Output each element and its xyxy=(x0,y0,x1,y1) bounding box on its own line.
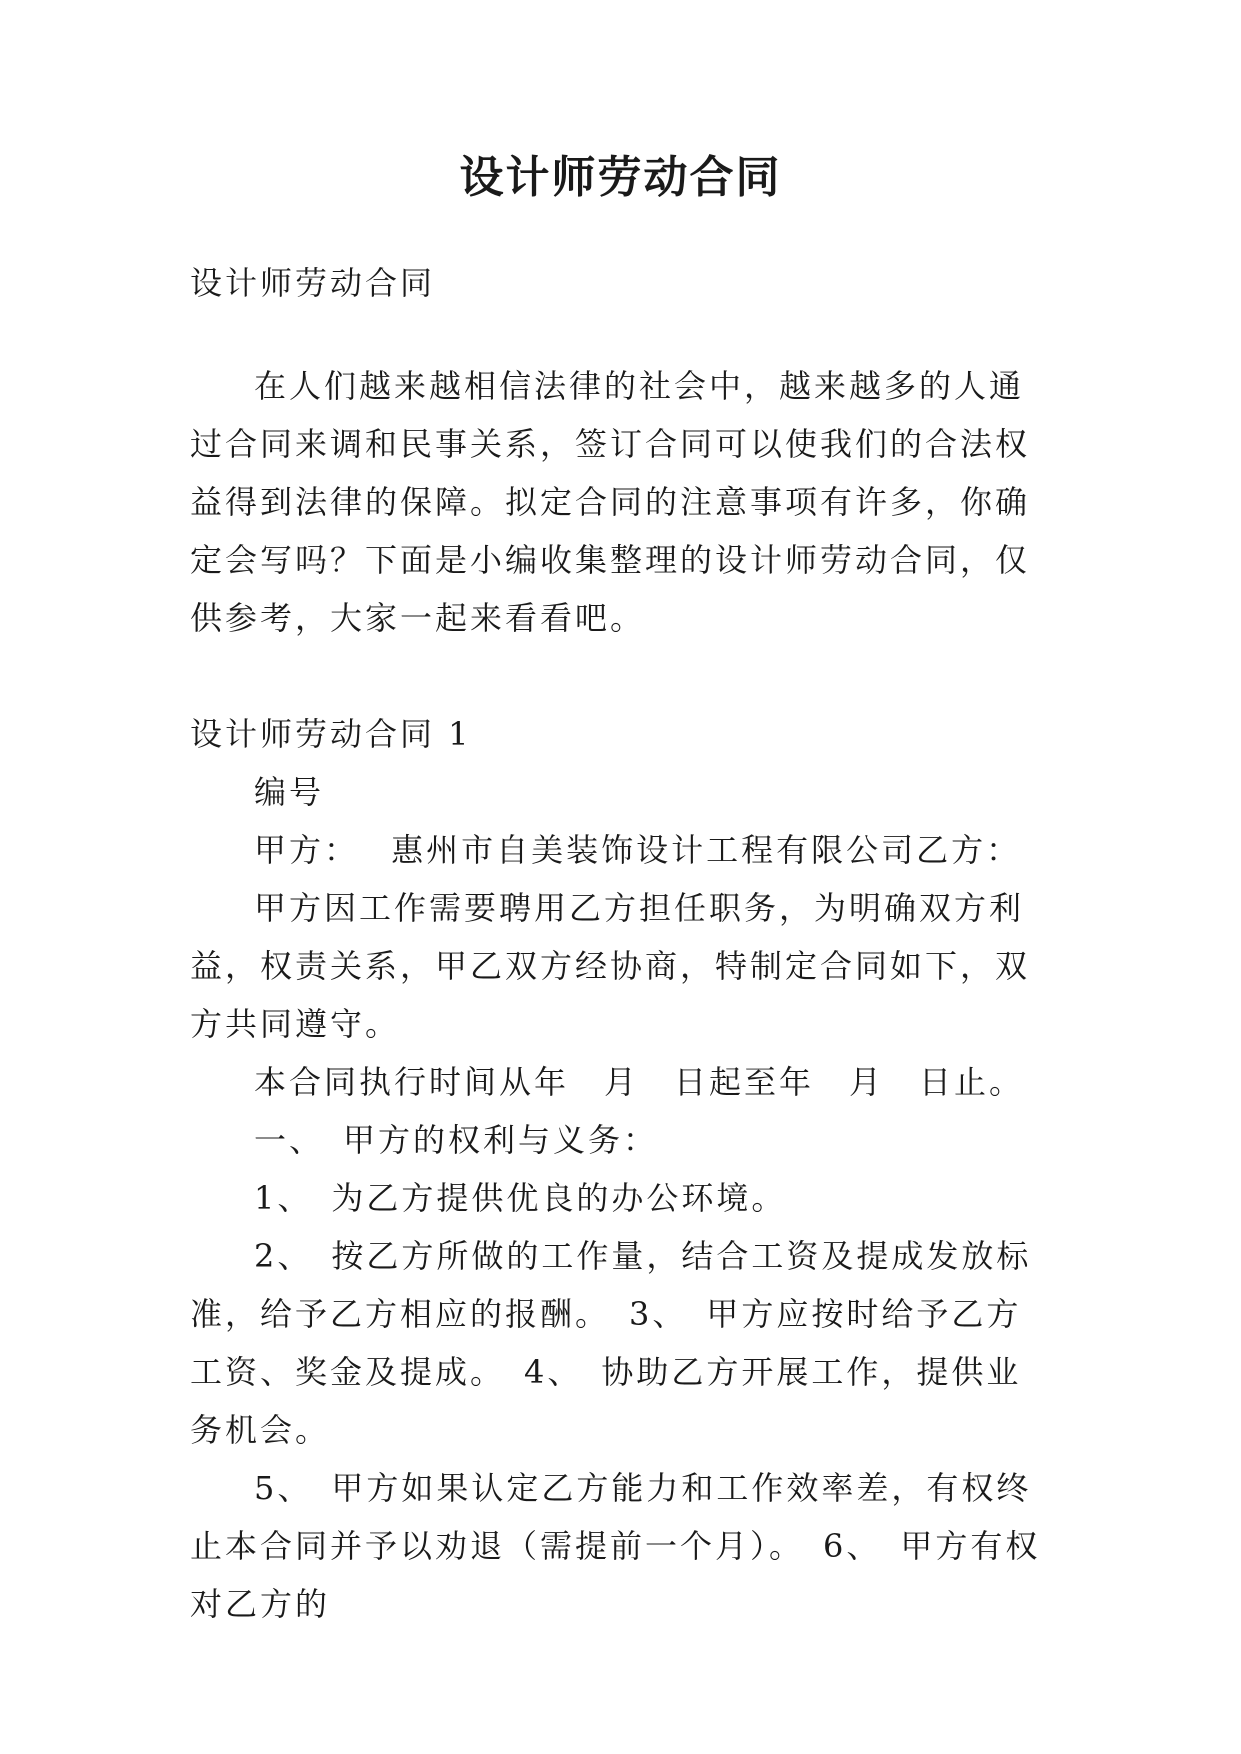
intro-block xyxy=(190,357,1052,647)
term-paragraph: 本合同执行时间从年 月 日起至年 月 日止。 xyxy=(254,1063,1025,1101)
parties-line: 甲方： 惠州市自美装饰设计工程有限公司乙方： xyxy=(254,831,1022,869)
intro-paragraph: 在人们越来越相信法律的社会中，越来越多的人通过合同来调和民事关系，签订合同可以使我们的合法权益得到法律的保障。拟定合同的注意事项有许多，你确定会写吗？下面是小编收集整理的设计师劳动合同，仅供参考，大家一起来看看吧。 xyxy=(190,367,1031,637)
section-heading: 设计师劳动合同 1 xyxy=(190,715,472,753)
clause-item: 1、 为乙方提供优良的办公环境。 xyxy=(254,1179,787,1217)
document-title: 设计师劳动合同 xyxy=(459,152,782,203)
document-subtitle xyxy=(190,254,1052,312)
serial-label: 编号 xyxy=(254,773,325,811)
clause-item: 2、 按乙方所做的工作量，结合工资及提成发放标准，给予乙方相应的报酬。 3、 甲方应按时给予乙方工资、奖金及提成。 4、 协助乙方开展工作，提供业务机会。 xyxy=(190,1237,1032,1449)
article-heading: 一、 甲方的权利与义务： xyxy=(254,1121,659,1159)
contract-body xyxy=(190,705,1052,1633)
subtitle-text: 设计师劳动合同 xyxy=(190,264,436,302)
preamble-paragraph: 甲方因工作需要聘用乙方担任职务，为明确双方利益，权责关系，甲乙双方经协商，特制定合同如下，双方共同遵守。 xyxy=(190,889,1031,1043)
clause-item: 5、 甲方如果认定乙方能力和工作效率差，有权终止本合同并予以劝退（需提前一个月）。 6、 甲方有权对乙方的 xyxy=(190,1469,1041,1623)
